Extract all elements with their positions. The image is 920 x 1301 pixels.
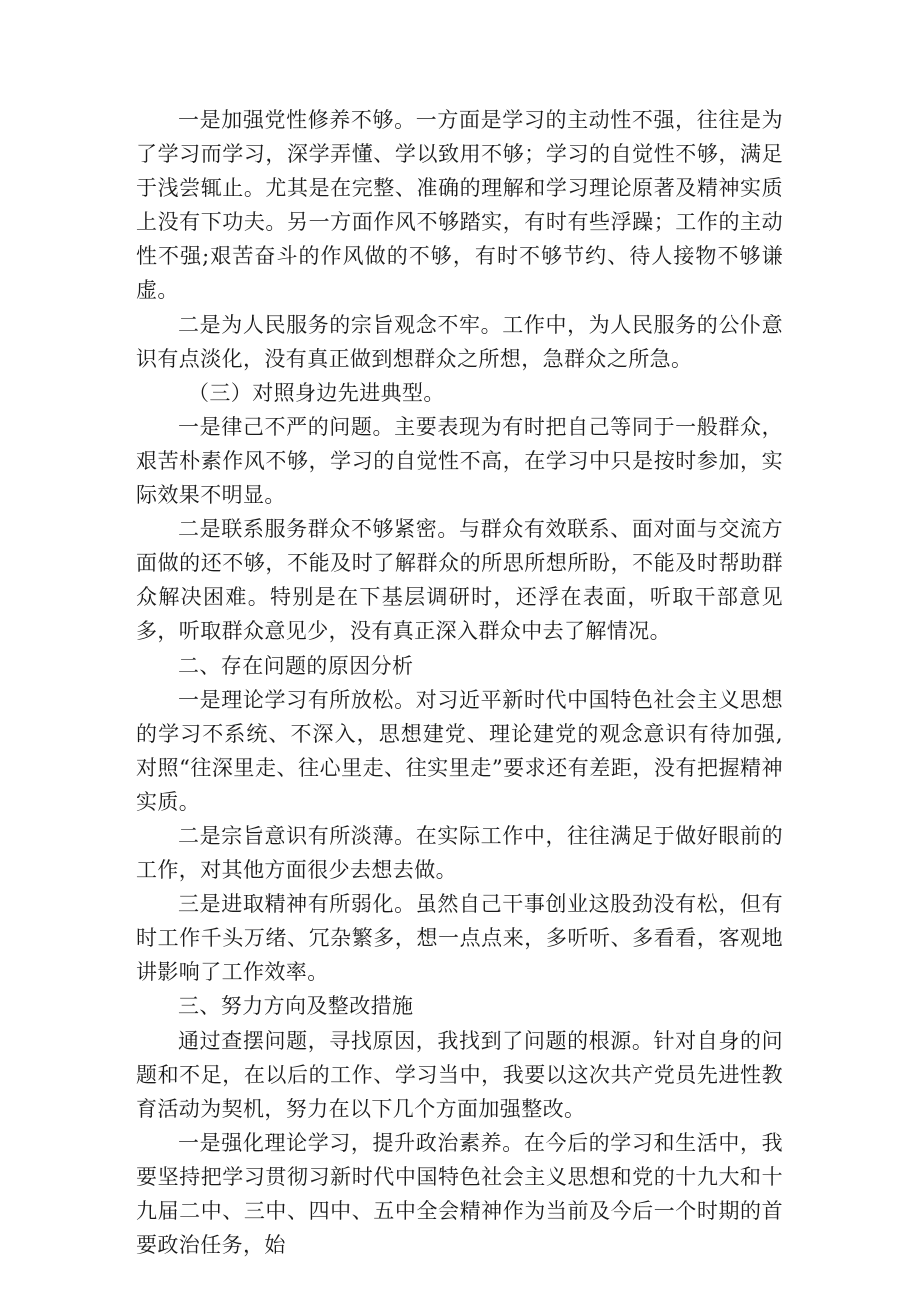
paragraph-service-concept: 二是为人民服务的宗旨观念不牢。工作中，为人民服务的公仆意识有点淡化，没有真正做到想群众之所想，急群众之所急。 (136, 312, 783, 371)
paragraph-theory-study: 一是理论学习有所放松。对习近平新时代中国特色社会主义思想的学习不系统、不深入，思想建党、理论建党的观念意识有待加强,对照“往深里走、往心里走、往实里走”要求还有差距，没有把握精神实质。 (136, 687, 783, 814)
document-body (136, 103, 783, 1262)
paragraph-root-cause: 通过查摆问题，寻找原因，我找到了问题的根源。针对自身的问题和不足，在以后的工作、学习当中，我要以这次共产党员先进性教育活动为契机，努力在以下几个方面加强整改。 (136, 1028, 783, 1121)
paragraph-party-cultivation: 一是加强党性修养不够。一方面是学习的主动性不强，往往是为了学习而学习，深学弄懂、学以致用不够；学习的自觉性不够，满足于浅尝辄止。尤其是在完整、准确的理解和学习理论原著及精神实质上没有下功夫。另一方面作风不够踏实，有时有些浮躁；工作的主动性不强;艰苦奋斗的作风做的不够，有时不够节约、待人接物不够谦虚。 (136, 108, 783, 303)
paragraph-mass-contact: 二是联系服务群众不够紧密。与群众有效联系、面对面与交流方面做的还不够，不能及时了解群众的所思所想所盼，不能及时帮助群众解决困难。特别是在下基层调研时，还浮在表面，听取干部意见多，听取群众意见少，没有真正深入群众中去了解情况。 (136, 517, 783, 644)
paragraph-strengthen-theory: 一是强化理论学习，提升政治素养。在今后的学习和生活中，我要坚持把学习贯彻习新时代中国特色社会主义思想和党的十九大和十九届二中、三中、四中、五中全会精神作为当前及今后一个时期的首要政治任务，始 (136, 1130, 783, 1258)
section-heading-cause-analysis: 二、存在问题的原因分析 (178, 653, 414, 678)
paragraph-purpose-awareness: 二是宗旨意识有所淡薄。在实际工作中，往往满足于做好眼前的工作，对其他方面很少去想去做。 (136, 823, 783, 883)
section-heading-advanced-models: （三）对照身边先进典型。 (188, 380, 445, 405)
paragraph-self-discipline: 一是律己不严的问题。主要表现为有时把自己等同于一般群众，艰苦朴素作风不够，学习的自觉性不高，在学习中只是按时参加，实际效果不明显。 (136, 414, 783, 508)
paragraph-enterprising-spirit: 三是进取精神有所弱化。虽然自己干事创业这股劲没有松，但有时工作千头万绪、冗杂繁多，想一点点来，多听听、多看看，客观地讲影响了工作效率。 (136, 892, 783, 985)
section-heading-rectification: 三、努力方向及整改措施 (178, 994, 414, 1019)
